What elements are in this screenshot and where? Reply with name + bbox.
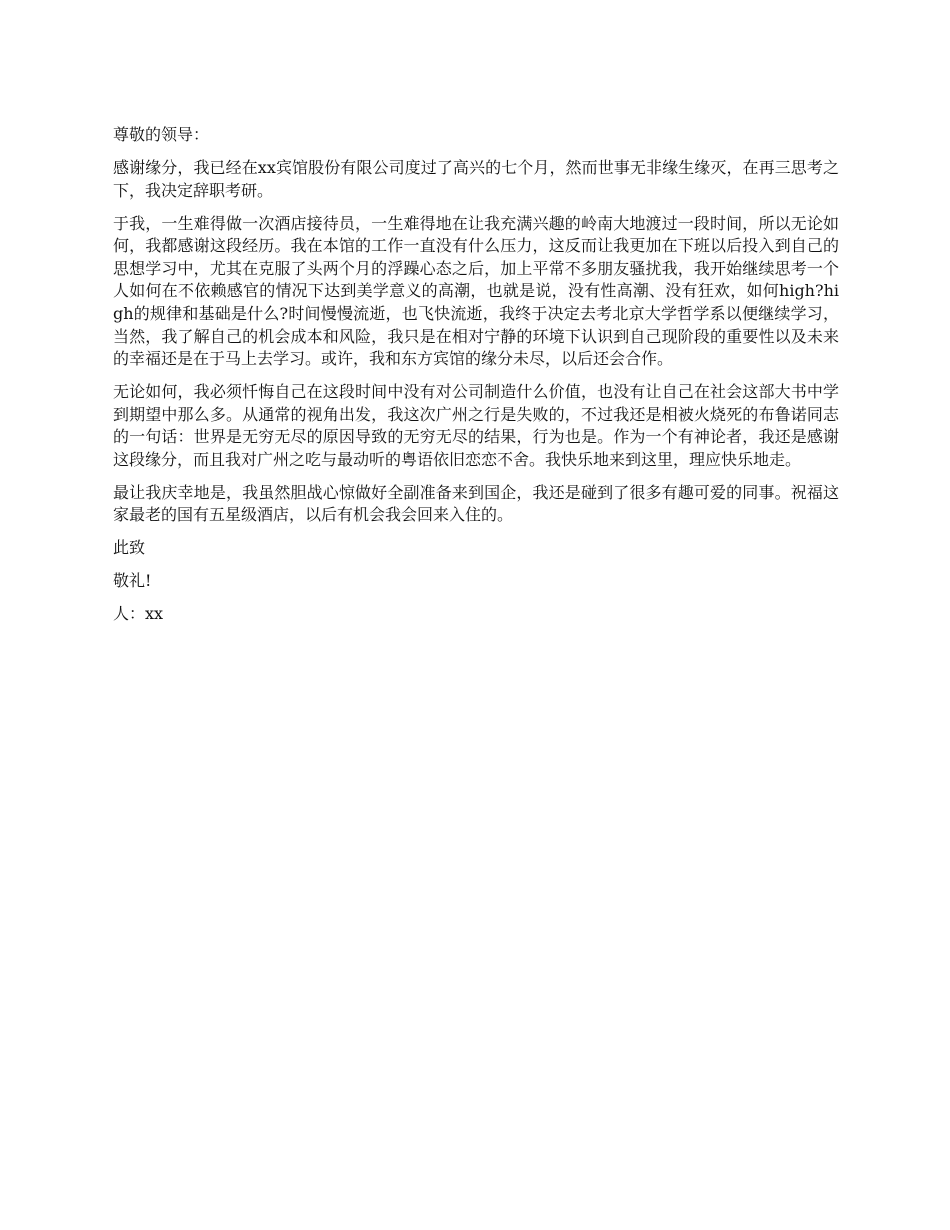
- paragraph-reflection: 无论如何，我必须忏悔自己在这段时间中没有对公司制造什么价值，也没有让自己在社会这部大书中学到期望中那么多。从通常的视角出发，我这次广州之行是失败的，不过我还是相被火烧死的布鲁诺同志的一句话：世界是无穷无尽的原因导致的无穷无尽的结果，行为也是。作为一个有神论者，我还是感谢这段缘分，而且我对广州之吃与最动听的粤语依旧恋恋不舍。我快乐地来到这里，理应快乐地走。: [113, 382, 839, 469]
- closing-line: 此致: [113, 538, 146, 558]
- letter-body: [113, 124, 839, 626]
- paragraph-gratitude: 最让我庆幸地是，我虽然胆战心惊做好全副准备来到国企，我还是碰到了很多有趣可爱的同事。祝福这家最老的国有五星级酒店，以后有机会我会回来入住的。: [113, 482, 839, 525]
- signature: 人：xx: [113, 604, 164, 624]
- salutation: 尊敬的领导：: [113, 125, 210, 144]
- closing-salute: 敬礼!: [113, 571, 152, 591]
- paragraph-opening: 感谢缘分，我已经在xx宾馆股份有限公司度过了高兴的七个月，然而世事无非缘生缘灭，在再三思考之下，我决定辞职考研。: [113, 157, 839, 200]
- paragraph-experience: 于我，一生难得做一次酒店接待员，一生难得地在让我充满兴趣的岭南大地渡过一段时间，所以无论如何，我都感谢这段经历。我在本馆的工作一直没有什么压力，这反而让我更加在下班以后投入到自己的思想学习中，尤其在克服了头两个月的浮躁心态之后，加上平常不多朋友骚扰我，我开始继续思考一个人如何在不依赖感官的情况下达到美学意义的高潮，也就是说，没有性高潮、没有狂欢，如何high?high的规律和基础是什么?时间慢慢流逝，也飞快流逝，我终于决定去考北京大学哲学系以便继续学习，当然，我了解自己的机会成本和风险，我只是在相对宁静的环境下认识到自己现阶段的重要性以及未来的幸福还是在于马上去学习。或许，我和东方宾馆的缘分未尽，以后还会合作。: [113, 213, 839, 369]
